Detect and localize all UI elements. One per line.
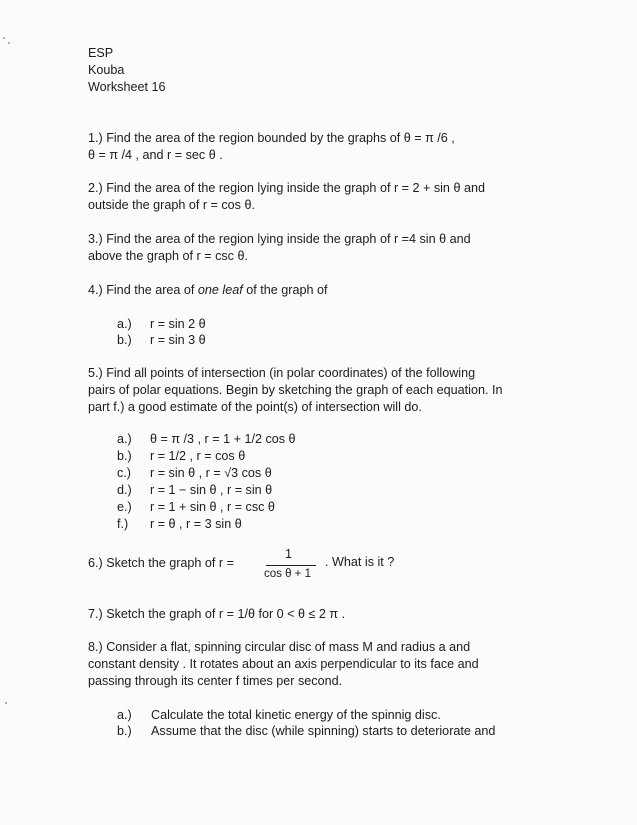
part-label: e.): [117, 500, 132, 514]
question-1: [88, 130, 455, 164]
part-text: θ = π /3 , r = 1 + 1/2 cos θ: [150, 432, 296, 446]
fraction-denominator: cos θ + 1: [264, 568, 311, 580]
part-text: r = 1 + sin θ , r = csc θ: [150, 500, 275, 514]
question-5-part-b: [117, 448, 245, 465]
fraction-bar: [266, 565, 316, 566]
question-5-part-c: [117, 465, 272, 482]
question-3-line-2: above the graph of r = csc θ.: [88, 249, 248, 263]
question-8-line-2: constant density . It rotates about an axis perpendicular to its face and: [88, 657, 479, 671]
part-label: a.): [117, 317, 132, 331]
fraction-numerator: 1: [285, 547, 293, 561]
question-6-suffix: . What is it ?: [325, 555, 395, 569]
question-5-line-2: pairs of polar equations. Begin by sketching the graph of each equation. In: [88, 383, 503, 397]
question-6: [88, 555, 234, 572]
question-2-line-1: 2.) Find the area of the region lying inside the graph of r = 2 + sin θ and: [88, 181, 485, 195]
question-1-line-1: 1.) Find the area of the region bounded by the graphs of θ = π /6 ,: [88, 131, 455, 145]
part-label: c.): [117, 466, 131, 480]
question-5: [88, 365, 502, 416]
question-6-prefix: 6.) Sketch the graph of r =: [88, 556, 234, 570]
part-text: r = sin θ , r = √3 cos θ: [150, 466, 272, 480]
question-4-text: 4.) Find the area of: [88, 283, 198, 297]
part-label: a.): [117, 432, 132, 446]
part-text: Calculate the total kinetic energy of the spinnig disc.: [151, 708, 441, 722]
part-label: f.): [117, 517, 129, 531]
question-2-line-2: outside the graph of r = cos θ.: [88, 198, 255, 212]
part-label: b.): [117, 333, 132, 347]
question-8-part-a: [117, 707, 441, 724]
question-4-text-end: of the graph of: [242, 283, 328, 297]
part-label: a.): [117, 708, 132, 722]
scan-speck: [8, 42, 10, 44]
scan-speck: [3, 37, 5, 39]
question-3-line-1: 3.) Find the area of the region lying inside the graph of r =4 sin θ and: [88, 232, 471, 246]
question-5-part-e: [117, 499, 275, 516]
question-3: [88, 231, 471, 265]
part-text: r = θ , r = 3 sin θ: [150, 517, 242, 531]
part-label: d.): [117, 483, 132, 497]
worksheet-header: [88, 45, 165, 96]
part-label: b.): [117, 724, 132, 738]
question-4-part-b: [117, 332, 206, 349]
question-1-line-2: θ = π /4 , and r = sec θ .: [88, 148, 223, 162]
header-title: Worksheet 16: [88, 80, 166, 94]
question-4: [88, 282, 327, 299]
part-text: r = sin 3 θ: [150, 333, 206, 347]
question-5-part-f: [117, 516, 242, 533]
scan-speck: [5, 702, 7, 704]
part-text: r = 1/2 , r = cos θ: [150, 449, 246, 463]
question-6-suffix-wrap: [325, 554, 394, 571]
question-4-emphasis: one leaf: [197, 283, 243, 297]
part-text: r = 1 − sin θ , r = sin θ: [150, 483, 273, 497]
question-8: [88, 639, 479, 690]
question-5-part-d: [117, 482, 272, 499]
question-2: [88, 180, 485, 214]
question-8-part-b: [117, 723, 495, 740]
question-8-line-3: passing through its center f times per second.: [88, 674, 343, 688]
question-7: [88, 606, 345, 623]
question-4-part-a: [117, 316, 206, 333]
header-instructor: Kouba: [88, 63, 125, 77]
question-5-line-1: 5.) Find all points of intersection (in polar coordinates) of the following: [88, 366, 476, 380]
question-8-line-1: 8.) Consider a flat, spinning circular disc of mass M and radius a and: [88, 640, 471, 654]
part-text: Assume that the disc (while spinning) starts to deteriorate and: [151, 724, 496, 738]
part-label: b.): [117, 449, 132, 463]
part-text: r = sin 2 θ: [150, 317, 206, 331]
question-7-text: 7.) Sketch the graph of r = 1/θ for 0 < θ ≤ 2 π .: [88, 607, 346, 621]
question-5-line-3: part f.) a good estimate of the point(s) of intersection will do.: [88, 400, 422, 414]
header-course: ESP: [88, 46, 114, 60]
question-5-part-a: [117, 431, 296, 448]
